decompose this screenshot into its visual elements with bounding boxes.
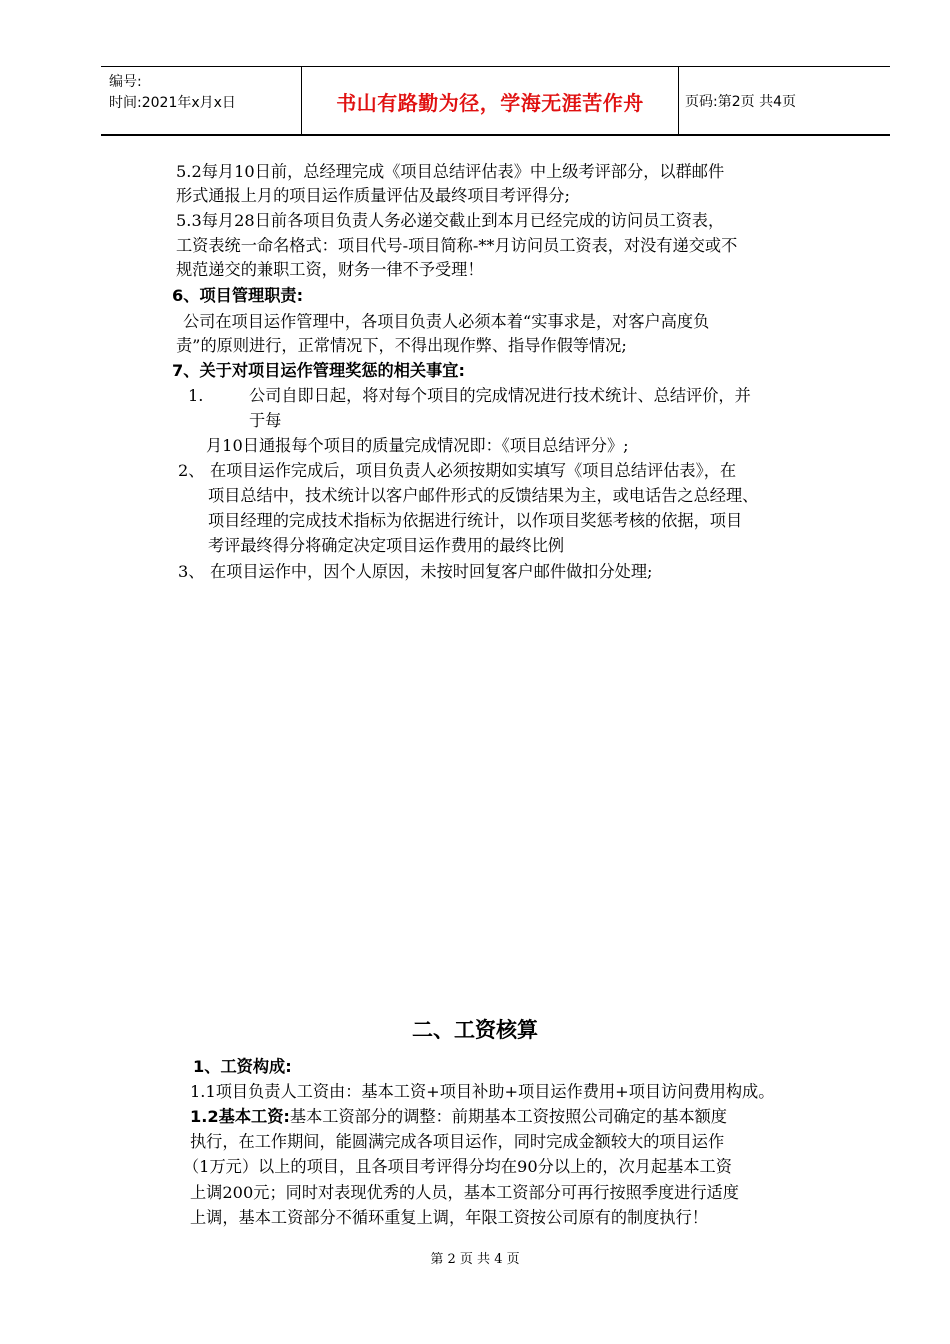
paragraph-line: 项目总结中，技术统计以客户邮件形式的反馈结果为主，或电话告之总经理、 <box>208 486 759 505</box>
header-bottom-rule <box>101 134 890 136</box>
paragraph-line: 工资表统一命名格式：项目代号-项目简称-**月访问员工资表，对没有递交或不 <box>176 236 738 255</box>
paragraph-line: 上调200元；同时对表现优秀的人员，基本工资部分可再行按照季度进行适度 <box>190 1183 739 1202</box>
paragraph-line: 执行，在工作期间，能圆满完成各项目运作，同时完成金额较大的项目运作 <box>190 1132 725 1151</box>
paragraph-line: 1.2基本工资:基本工资部分的调整：前期基本工资按照公司确定的基本额度 <box>190 1107 727 1126</box>
paragraph-line: 责”的原则进行，正常情况下，不得出现作弊、指导作假等情况; <box>176 336 627 355</box>
paragraph-line: 在项目运作中，因个人原因，未按时回复客户邮件做扣分处理; <box>210 562 653 581</box>
list-number: 1. <box>188 386 204 405</box>
header-page-number: 页码:第2页 共4页 <box>685 94 796 110</box>
paragraph-line: 在项目运作完成后，项目负责人必须按期如实填写《项目总结评估表》，在 <box>210 461 737 480</box>
paragraph-line: 考评最终得分将确定决定项目运作费用的最终比例 <box>208 536 565 555</box>
serial-number-label: 编号: <box>109 74 142 90</box>
paragraph-line: 上调，基本工资部分不循环重复上调，年限工资按公司原有的制度执行！ <box>190 1208 708 1227</box>
date-label: 时间:2021年x月x日 <box>109 95 236 111</box>
page-footer: 第 2 页 共 4 页 <box>430 1252 520 1267</box>
section-title: 二、工资核算 <box>412 1018 538 1042</box>
list-number: 3、 <box>178 562 205 581</box>
inline-heading: 1.2基本工资: <box>190 1107 290 1126</box>
page-header <box>101 66 890 136</box>
section-heading: 1、工资构成: <box>193 1057 292 1076</box>
paragraph-line: 5.2每月10日前，总经理完成《项目总结评估表》中上级考评部分，以群邮件 <box>176 162 725 181</box>
paragraph-line: 规范递交的兼职工资，财务一律不予受理！ <box>176 260 484 279</box>
list-number: 2、 <box>178 461 205 480</box>
paragraph-line: 1.1项目负责人工资由：基本工资+项目补助+项目运作费用+项目访问费用构成。 <box>190 1082 775 1101</box>
paragraph-line: （1万元）以上的项目，且各项目考评得分均在90分以上的，次月起基本工资 <box>183 1157 732 1176</box>
section-heading: 6、项目管理职责: <box>172 286 304 305</box>
paragraph-line: 公司在项目运作管理中，各项目负责人必须本着“实事求是，对客户高度负 <box>183 312 710 331</box>
header-meta <box>109 72 236 114</box>
header-motto: 书山有路勤为径，学海无涯苦作舟 <box>336 90 644 115</box>
section-heading: 7、关于对项目运作管理奖惩的相关事宜: <box>172 361 465 380</box>
paragraph-line: 项目经理的完成技术指标为依据进行统计，以作项目奖惩考核的依据，项目 <box>208 511 743 530</box>
header-divider <box>678 66 679 136</box>
paragraph-line: 公司自即日起，将对每个项目的完成情况进行技术统计、总结评价，并 <box>249 386 751 405</box>
paragraph-line: 月10日通报每个项目的质量完成情况即：《项目总结评分》; <box>206 436 629 455</box>
paragraph-line: 形式通报上月的项目运作质量评估及最终项目考评得分; <box>176 186 570 205</box>
paragraph-line: 5.3每月28日前各项目负责人务必递交截止到本月已经完成的访问员工资表， <box>176 211 725 230</box>
paragraph-line: 于每 <box>249 411 282 430</box>
